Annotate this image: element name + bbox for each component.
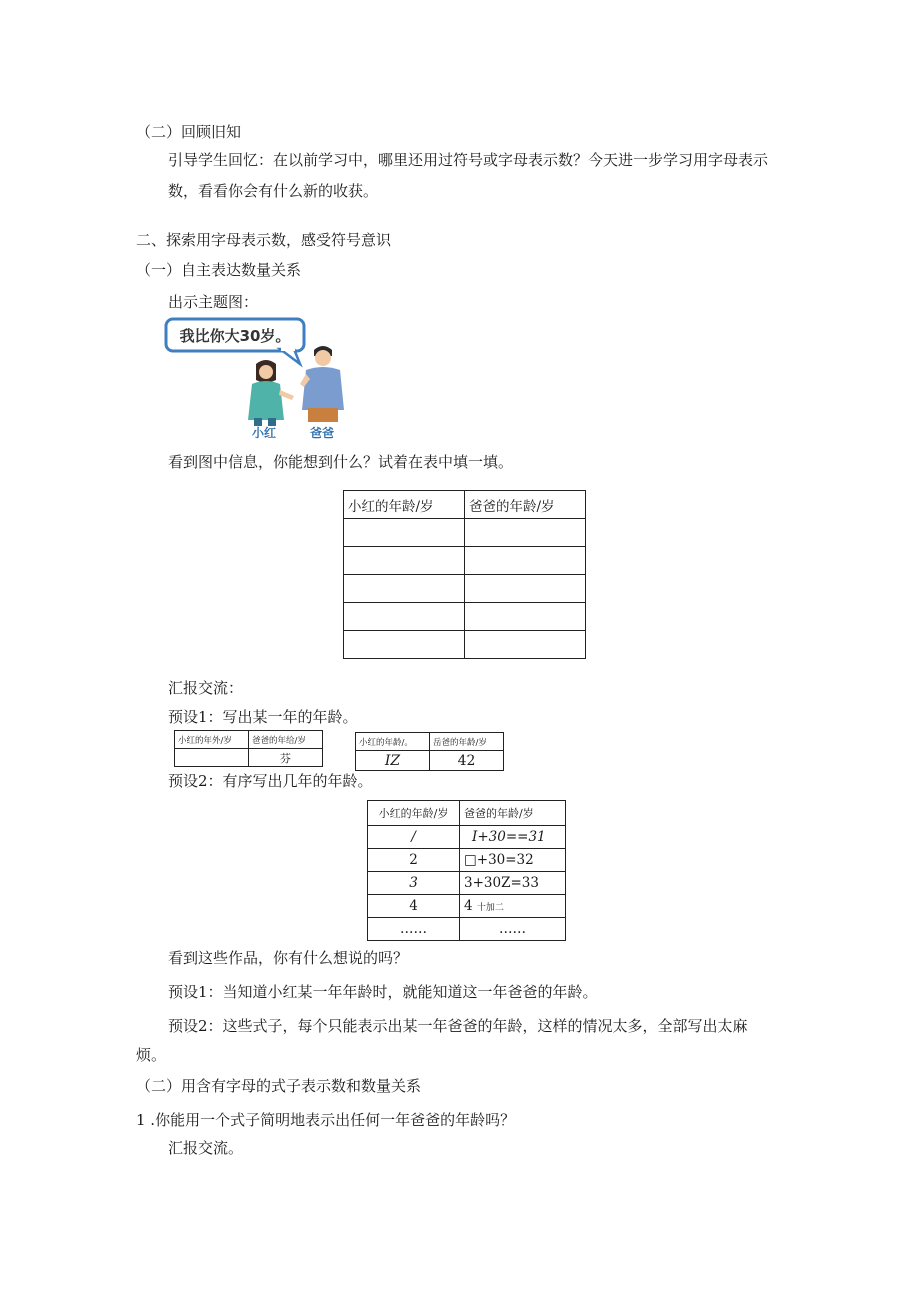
preset-1b-line: 预设1：当知道小红某一年年龄时，就能知道这一年爸爸的年龄。	[168, 983, 598, 1001]
ordered-age-table	[367, 800, 566, 941]
table-cell: □+30=32	[460, 849, 566, 872]
table-cell	[175, 749, 249, 767]
table-row	[368, 895, 566, 918]
table-cell: 3	[368, 872, 460, 895]
table-cell: ……	[460, 918, 566, 941]
table-cell[interactable]	[465, 547, 586, 575]
fill-table-prompt: 看到图中信息，你能想到什么？试着在表中填一填。	[168, 453, 514, 471]
table-cell: 2	[368, 849, 460, 872]
table-cell: IZ	[356, 751, 430, 771]
table-row	[344, 603, 586, 631]
table-header: 爸爸的年龄/岁	[460, 801, 566, 826]
label-xiaohong: 小红	[252, 426, 277, 440]
preset1-table-b	[355, 732, 504, 771]
table-cell[interactable]	[344, 575, 465, 603]
speech-text: 我比你大30岁。	[179, 327, 291, 345]
see-works-line: 看到这些作品，你有什么想说的吗？	[168, 949, 409, 967]
table-cell: I+30==31	[460, 826, 566, 849]
table-row	[344, 575, 586, 603]
report-label: 汇报交流：	[168, 679, 244, 697]
age-table-blank	[343, 490, 586, 659]
table-row	[175, 749, 323, 767]
table-header: 岳爸的年龄/岁	[430, 733, 504, 751]
table-row	[356, 751, 504, 771]
preset-2-line: 预设2：有序写出几年的年龄。	[168, 772, 373, 790]
table-cell	[460, 895, 566, 918]
table-header: 小红的年龄/。	[356, 733, 430, 751]
table-row	[368, 872, 566, 895]
table-row	[344, 519, 586, 547]
subsection-1-heading: （一）自主表达数量关系	[136, 261, 302, 279]
table-cell[interactable]	[344, 547, 465, 575]
review-paragraph-line1: 引导学生回忆：在以前学习中，哪里还用过符号或字母表示数？今天进一步学习用字母表示	[168, 151, 769, 169]
table-cell: 3+30Z=33	[460, 872, 566, 895]
table-cell: 4	[368, 895, 460, 918]
table-row	[368, 918, 566, 941]
section-review-heading: （二）回顾旧知	[136, 123, 242, 141]
table-row	[368, 849, 566, 872]
subsection-2-heading: （二）用含有字母的式子表示数和数量关系	[136, 1077, 422, 1095]
table-header: 小红的年外/岁	[175, 731, 249, 749]
table-header: 小红的年龄/岁	[368, 801, 460, 826]
table-cell[interactable]	[465, 519, 586, 547]
table-row	[368, 826, 566, 849]
question-1-line: 1 .你能用一个式子简明地表示出任何一年爸爸的年龄吗？	[136, 1111, 516, 1129]
show-picture-line: 出示主题图：	[168, 293, 259, 311]
table-header: 小红的年龄/岁	[344, 491, 465, 519]
table-cell[interactable]	[344, 603, 465, 631]
table-cell[interactable]	[344, 519, 465, 547]
section-2-heading: 二、探索用字母表示数，感受符号意识	[136, 231, 392, 249]
table-cell[interactable]	[465, 603, 586, 631]
table-cell[interactable]	[465, 575, 586, 603]
cell-value: 4	[464, 898, 473, 914]
preset-1-line: 预设1：写出某一年的年龄。	[168, 708, 358, 726]
preset1-table-a	[174, 730, 323, 767]
label-baba: 爸爸	[310, 426, 335, 440]
table-cell[interactable]	[465, 631, 586, 659]
review-paragraph-line2: 数，看看你会有什么新的收获。	[168, 182, 379, 200]
report-2-line: 汇报交流。	[168, 1139, 244, 1157]
table-cell: ……	[368, 918, 460, 941]
preset-2b-line1: 预设2：这些式子，每个只能表示出某一年爸爸的年龄，这样的情况太多，全部写出太麻	[168, 1017, 748, 1035]
table-cell: 42	[430, 751, 504, 771]
cell-annotation: 十加二	[476, 903, 504, 913]
table-header: 爸爸的年龄/岁	[465, 491, 586, 519]
table-row	[344, 547, 586, 575]
preset-2b-line2: 烦。	[136, 1046, 167, 1064]
table-row	[344, 631, 586, 659]
table-cell[interactable]	[344, 631, 465, 659]
table-cell: /	[368, 826, 460, 849]
table-header: 爸爸的年给/岁	[249, 731, 323, 749]
table-cell: 芬	[249, 749, 323, 767]
